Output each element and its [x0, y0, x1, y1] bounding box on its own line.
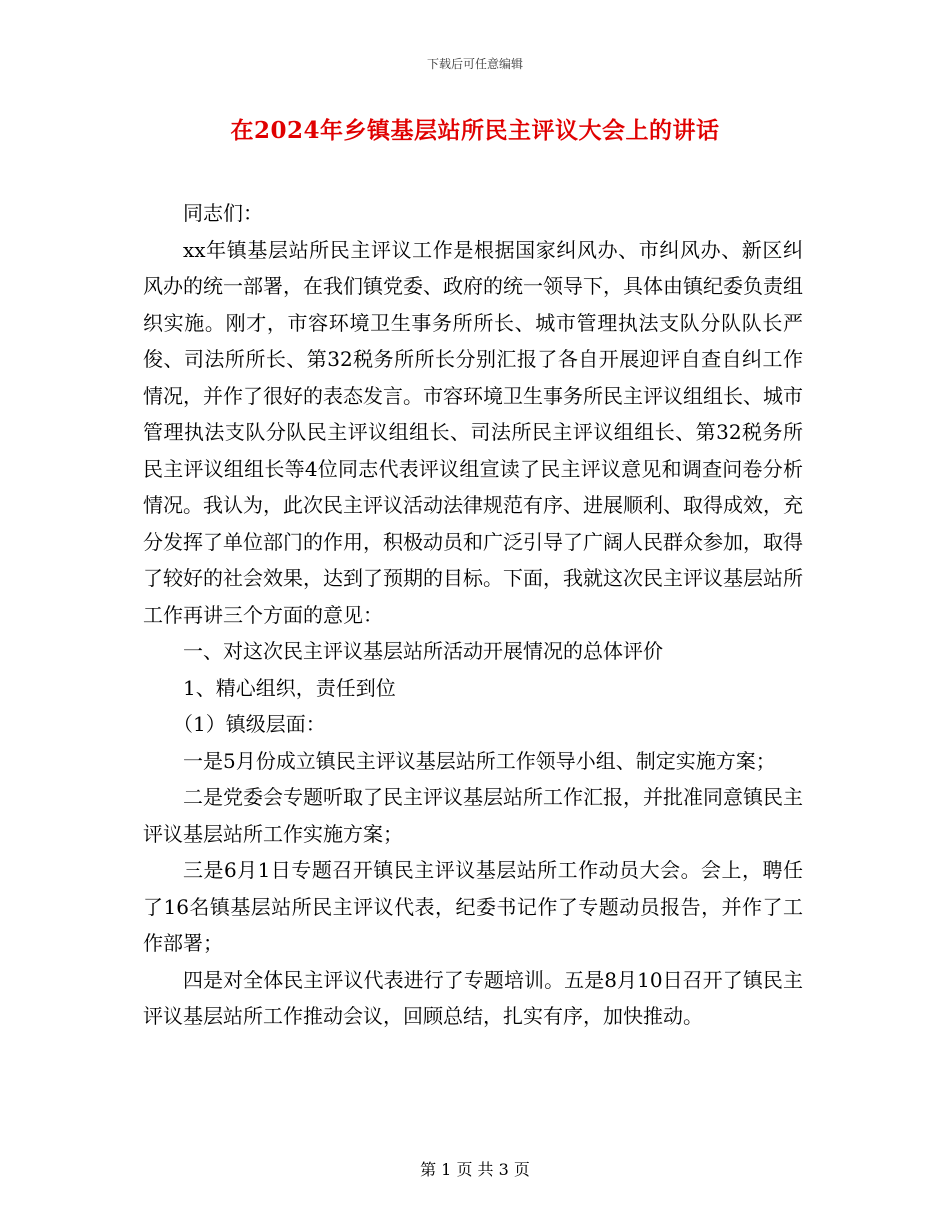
- document-body: [143, 195, 803, 1035]
- subsection-heading: 1、精心组织，责任到位: [183, 675, 396, 700]
- page-number-footer: 第 1 页 共 3 页: [420, 1160, 530, 1179]
- salutation-paragraph: 同志们：: [183, 201, 263, 225]
- section-heading: 一、对这次民主评议基层站所活动开展情况的总体评价: [183, 639, 663, 663]
- body-paragraph: 三是6月1日专题召开镇民主评议基层站所工作动员大会。会上，聘任了16名镇基层站所民主评议代表，纪委书记作了专题动员报告，并作了工作部署；: [143, 858, 803, 955]
- intro-paragraph: xx年镇基层站所民主评议工作是根据国家纠风办、市纠风办、新区纠风办的统一部署，在我们镇党委、政府的统一领导下，具体由镇纪委负责组织实施。刚才，市容环境卫生事务所所长、城市管理执法支队分队队长严俊、司法所所长、第32税务所所长分别汇报了各自开展迎评自查自纠工作情况，并作了很好的表态发言。市容环境卫生事务所民主评议组组长、城市管理执法支队分队民主评议组组长、司法所民主评议组组长、第32税务所民主评议组组长等4位同志代表评议组宣读了民主评议意见和调查问卷分析情况。我认为，此次民主评议活动法律规范有序、进展顺利、取得成效，充分发挥了单位部门的作用，积极动员和广泛引导了广阔人民群众参加，取得了较好的社会效果，达到了预期的目标。下面，我就这次民主评议基层站所工作再讲三个方面的意见：: [143, 237, 803, 627]
- body-paragraph: 四是对全体民主评议代表进行了专题培训。五是8月10日召开了镇民主评议基层站所工作推动会议，回顾总结，扎实有序，加快推动。: [143, 967, 803, 1028]
- body-paragraph: 二是党委会专题听取了民主评议基层站所工作汇报，并批准同意镇民主评议基层站所工作实施方案；: [143, 785, 803, 846]
- sub-subsection-heading: （1）镇级层面：: [173, 712, 326, 736]
- body-paragraph: 一是5月份成立镇民主评议基层站所工作领导小组、制定实施方案；: [183, 748, 776, 773]
- document-title: 在2024年乡镇基层站所民主评议大会上的讲话: [230, 117, 720, 144]
- header-note: 下载后可任意编辑: [426, 57, 523, 71]
